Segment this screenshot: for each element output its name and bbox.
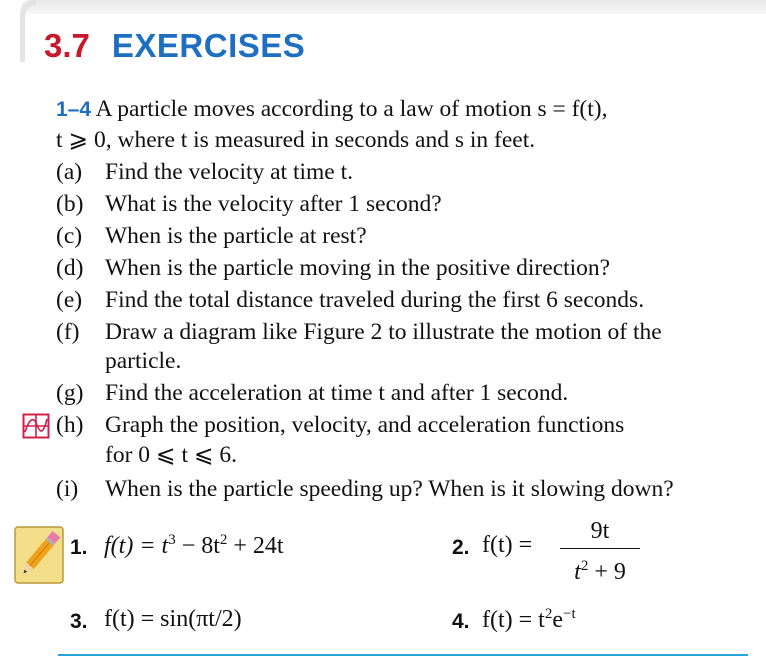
section-number: 3.7 xyxy=(44,27,90,64)
part-text: Find the total distance traveled during the first 6 seconds. xyxy=(105,287,645,313)
formula-part: e xyxy=(552,607,564,633)
formula-exponent: 3 xyxy=(168,532,176,548)
part-i xyxy=(56,474,674,504)
part-b xyxy=(56,189,442,219)
fraction-numerator: 9t xyxy=(590,518,610,544)
formula-exponent: 2 xyxy=(219,532,228,548)
exercise-2-fraction xyxy=(560,516,640,587)
part-label: (b) xyxy=(56,191,84,217)
fraction-denominator xyxy=(560,551,640,587)
part-text: for 0 ⩽ t ⩽ 6. xyxy=(105,442,238,468)
part-text: When is the particle at rest? xyxy=(105,223,367,249)
exercise-4-formula xyxy=(482,606,576,634)
part-label: (g) xyxy=(56,380,84,406)
section-divider-rule xyxy=(58,654,748,656)
writing-pencil-icon xyxy=(14,526,64,584)
exercise-3-formula: f(t) = sin(πt/2) xyxy=(104,606,242,632)
exercise-number: 3. xyxy=(70,610,88,633)
part-label: (i) xyxy=(56,476,79,502)
part-label: (c) xyxy=(56,223,83,249)
formula-part: f(t) = t xyxy=(482,607,545,633)
exercise-number: 1. xyxy=(70,536,88,559)
part-d xyxy=(56,253,610,283)
part-h-continuation xyxy=(105,440,237,470)
intro-text-2: t ⩾ 0, where t is measured in seconds and s in feet. xyxy=(56,127,536,153)
page-header-band xyxy=(20,0,766,14)
formula-part: t xyxy=(574,559,581,585)
part-c xyxy=(56,221,367,251)
exercise-2-lhs: f(t) = xyxy=(482,532,533,558)
part-label: (h) xyxy=(56,412,84,438)
part-text: particle. xyxy=(105,348,182,374)
intro-text-1: A particle moves according to a law of motion s = f(t), xyxy=(95,96,608,122)
exercise-number: 2. xyxy=(452,536,470,559)
part-e xyxy=(56,285,644,315)
part-text: Find the velocity at time t. xyxy=(105,159,354,185)
exercise-1-formula xyxy=(104,532,284,560)
part-f xyxy=(56,317,662,347)
part-f-continuation xyxy=(105,346,181,376)
intro-line-1 xyxy=(56,94,607,125)
formula-part: + 9 xyxy=(588,559,626,585)
part-text: Draw a diagram like Figure 2 to illustrate the motion of the xyxy=(105,319,662,345)
part-text: What is the velocity after 1 second? xyxy=(105,191,442,217)
exercise-range: 1–4 xyxy=(56,98,92,121)
intro-line-2 xyxy=(56,125,535,155)
part-g xyxy=(56,378,568,408)
formula-exponent: 2 xyxy=(544,606,553,622)
part-a xyxy=(56,157,353,187)
part-label: (d) xyxy=(56,255,84,281)
part-label: (a) xyxy=(56,159,83,185)
part-label: (e) xyxy=(56,287,83,313)
part-h xyxy=(56,410,624,440)
formula-part: − 8t xyxy=(175,533,220,559)
page-header-corner xyxy=(20,0,36,62)
part-text: Find the acceleration at time t and after 1 second. xyxy=(105,380,569,406)
section-title: EXERCISES xyxy=(111,27,306,64)
formula-exponent: 2 xyxy=(580,558,589,574)
formula-part: f(t) = t xyxy=(104,533,169,559)
exercise-number: 4. xyxy=(452,610,470,633)
part-label: (f) xyxy=(56,319,80,345)
part-text: Graph the position, velocity, and acceleration functions xyxy=(105,412,625,438)
part-text: When is the particle speeding up? When is it slowing down? xyxy=(105,476,674,502)
graphing-calculator-icon xyxy=(22,413,50,439)
section-heading xyxy=(44,26,305,66)
formula-exponent: −t xyxy=(563,606,576,622)
formula-part: + 24t xyxy=(227,533,284,559)
part-text: When is the particle moving in the positive direction? xyxy=(105,255,611,281)
fraction-bar xyxy=(560,548,640,549)
